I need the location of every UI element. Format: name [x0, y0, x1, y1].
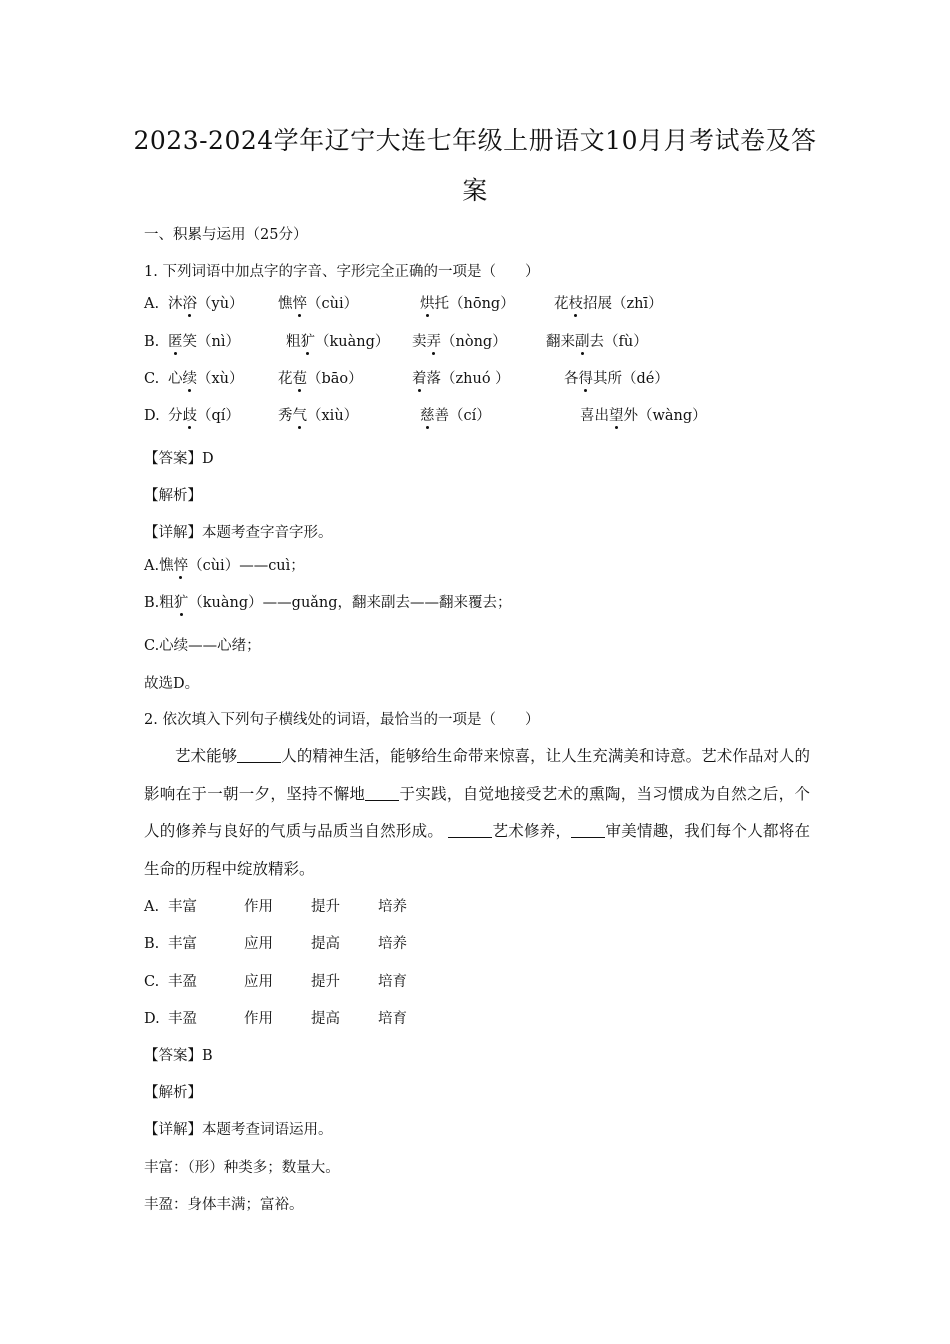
question-1-explanation-b: B.粗犷（kuàng）——guǎng，翻来副去——翻来覆去；	[144, 595, 512, 611]
question-1-analysis-label: 【解析】	[144, 488, 202, 504]
option-word-3: 慈善（cí）	[420, 408, 491, 424]
question-2-definition-1: 丰富：（形）种类多；数量大。	[144, 1160, 340, 1176]
question-1-stem: 1. 下列词语中加点字的字音、字形完全正确的一项是（ ）	[144, 264, 540, 280]
question-2-passage	[144, 738, 810, 888]
emphasis-dot-char: 得	[578, 371, 593, 387]
option-word-3: 卖弄（nòng）	[412, 334, 507, 350]
emphasis-dot-char: 悴	[173, 558, 189, 574]
question-1-answer: 【答案】D	[144, 451, 214, 467]
option-word-3: 提升	[311, 899, 340, 915]
option-word-4: 培育	[378, 974, 407, 990]
option-word-2: 应用	[244, 974, 273, 990]
emphasis-dot-char: 犷	[173, 595, 189, 611]
option-word-1: 丰富	[168, 899, 197, 915]
question-1-option-c	[144, 369, 810, 389]
emphasis-dot-char: 望	[609, 408, 624, 424]
passage-segment: 艺术能够	[175, 747, 238, 765]
option-label: D.	[144, 408, 160, 424]
emphasis-dot-char: 苞	[292, 371, 307, 387]
question-2-option-c	[144, 972, 810, 992]
option-word-1: 丰盈	[168, 974, 197, 990]
option-label: C.	[144, 371, 160, 387]
emphasis-dot-char: 续	[182, 371, 197, 387]
option-word-2: 憔悴（cùi）	[278, 296, 359, 312]
option-word-3: 着落（zhuó ）	[412, 371, 510, 387]
passage-segment: 艺术修养，	[492, 822, 572, 840]
question-2-definition-2: 丰盈：身体丰满；富裕。	[144, 1197, 304, 1213]
passage-segment: 人的精神生活，能够给生命带来惊喜，让人生充满美和诗意。艺术作品对人的影响在于一朝一夕，坚持不懈地	[144, 747, 810, 803]
option-word-1: 沐浴（yù）	[168, 296, 244, 312]
emphasis-dot-char: 犷	[300, 334, 315, 350]
emphasis-dot-char: 歧	[182, 408, 197, 424]
option-word-4: 花枝招展（zhī）	[554, 296, 663, 312]
fill-blank-4	[571, 821, 605, 838]
emphasis-dot-char: 慈	[420, 408, 435, 424]
option-word-2: 作用	[244, 899, 273, 915]
option-word-4: 培养	[378, 936, 407, 952]
option-word-1: 匿笑（nì）	[168, 334, 240, 350]
emphasis-dot-char: 匿	[168, 334, 183, 350]
option-label: A.	[144, 296, 160, 312]
question-1-conclusion: 故选D。	[144, 676, 200, 692]
option-word-4: 喜出望外（wàng）	[580, 408, 707, 424]
emphasis-dot-char: 弄	[426, 334, 441, 350]
option-label: D.	[144, 1011, 160, 1027]
option-word-1: 丰盈	[168, 1011, 197, 1027]
option-word-4: 培养	[378, 899, 407, 915]
emphasis-dot-char: 悴	[292, 296, 307, 312]
question-2-option-a	[144, 897, 810, 917]
option-word-4: 培育	[378, 1011, 407, 1027]
option-label: B.	[144, 936, 160, 952]
emphasis-dot-char: 浴	[182, 296, 197, 312]
option-word-3: 烘托（hōng）	[420, 296, 515, 312]
question-2-answer: 【答案】B	[144, 1048, 213, 1064]
option-label: C.	[144, 974, 160, 990]
emphasis-dot-char: 烘	[420, 296, 435, 312]
question-1-explanation-c: C.心续——心绪；	[144, 638, 261, 654]
question-1-option-b	[144, 332, 810, 352]
passage-segment: 于实践，自觉地接受艺术的熏陶，当习惯成为自然之后，个人的修养与良好的气质与品质当自然形成。	[144, 784, 810, 840]
question-1-detail: 【详解】本题考查字音字形。	[144, 525, 333, 541]
option-word-2: 粗犷（kuàng）	[286, 334, 390, 350]
emphasis-dot-char: 着	[412, 371, 427, 387]
option-label: A.	[144, 899, 160, 915]
option-word-4: 翻来副去（fù）	[546, 334, 648, 350]
document-title-line1: 2023-2024学年辽宁大连七年级上册语文10月月考试卷及答	[133, 126, 817, 155]
passage-segment: 审美情趣，我们每个人都将在生命的历程中绽放精彩。	[144, 822, 810, 878]
option-word-1: 丰富	[168, 936, 197, 952]
fill-blank-3	[448, 821, 492, 838]
emphasis-dot-char: 副	[575, 334, 590, 350]
question-2-option-b	[144, 934, 810, 954]
question-1-option-a	[144, 294, 810, 314]
question-2-detail: 【详解】本题考查词语运用。	[144, 1122, 333, 1138]
emphasis-dot-char: 枝	[568, 296, 583, 312]
option-word-4: 各得其所（dé）	[564, 371, 669, 387]
option-word-3: 提升	[311, 974, 340, 990]
option-word-3: 提高	[311, 936, 340, 952]
option-word-2: 应用	[244, 936, 273, 952]
question-2-stem: 2. 依次填入下列句子横线处的词语，最恰当的一项是（ ）	[144, 712, 540, 728]
option-word-1: 分歧（qí）	[168, 408, 240, 424]
option-word-2: 秀气（xiù）	[278, 408, 359, 424]
option-word-2: 花苞（bāo）	[278, 371, 363, 387]
fill-blank-1	[237, 746, 281, 763]
question-1-explanation-a: A.憔悴（cùi）——cuì；	[144, 558, 305, 574]
option-word-3: 提高	[311, 1011, 340, 1027]
question-1-option-d	[144, 406, 810, 426]
question-2-option-d	[144, 1009, 810, 1029]
section-heading: 一、积累与运用（25分）	[144, 227, 308, 243]
question-2-analysis-label: 【解析】	[144, 1085, 202, 1101]
document-title-line2: 案	[462, 176, 488, 205]
emphasis-dot-char: 气	[292, 408, 307, 424]
option-word-2: 作用	[244, 1011, 273, 1027]
option-label: B.	[144, 334, 160, 350]
option-word-1: 心续（xù）	[168, 371, 244, 387]
fill-blank-2	[365, 784, 399, 801]
